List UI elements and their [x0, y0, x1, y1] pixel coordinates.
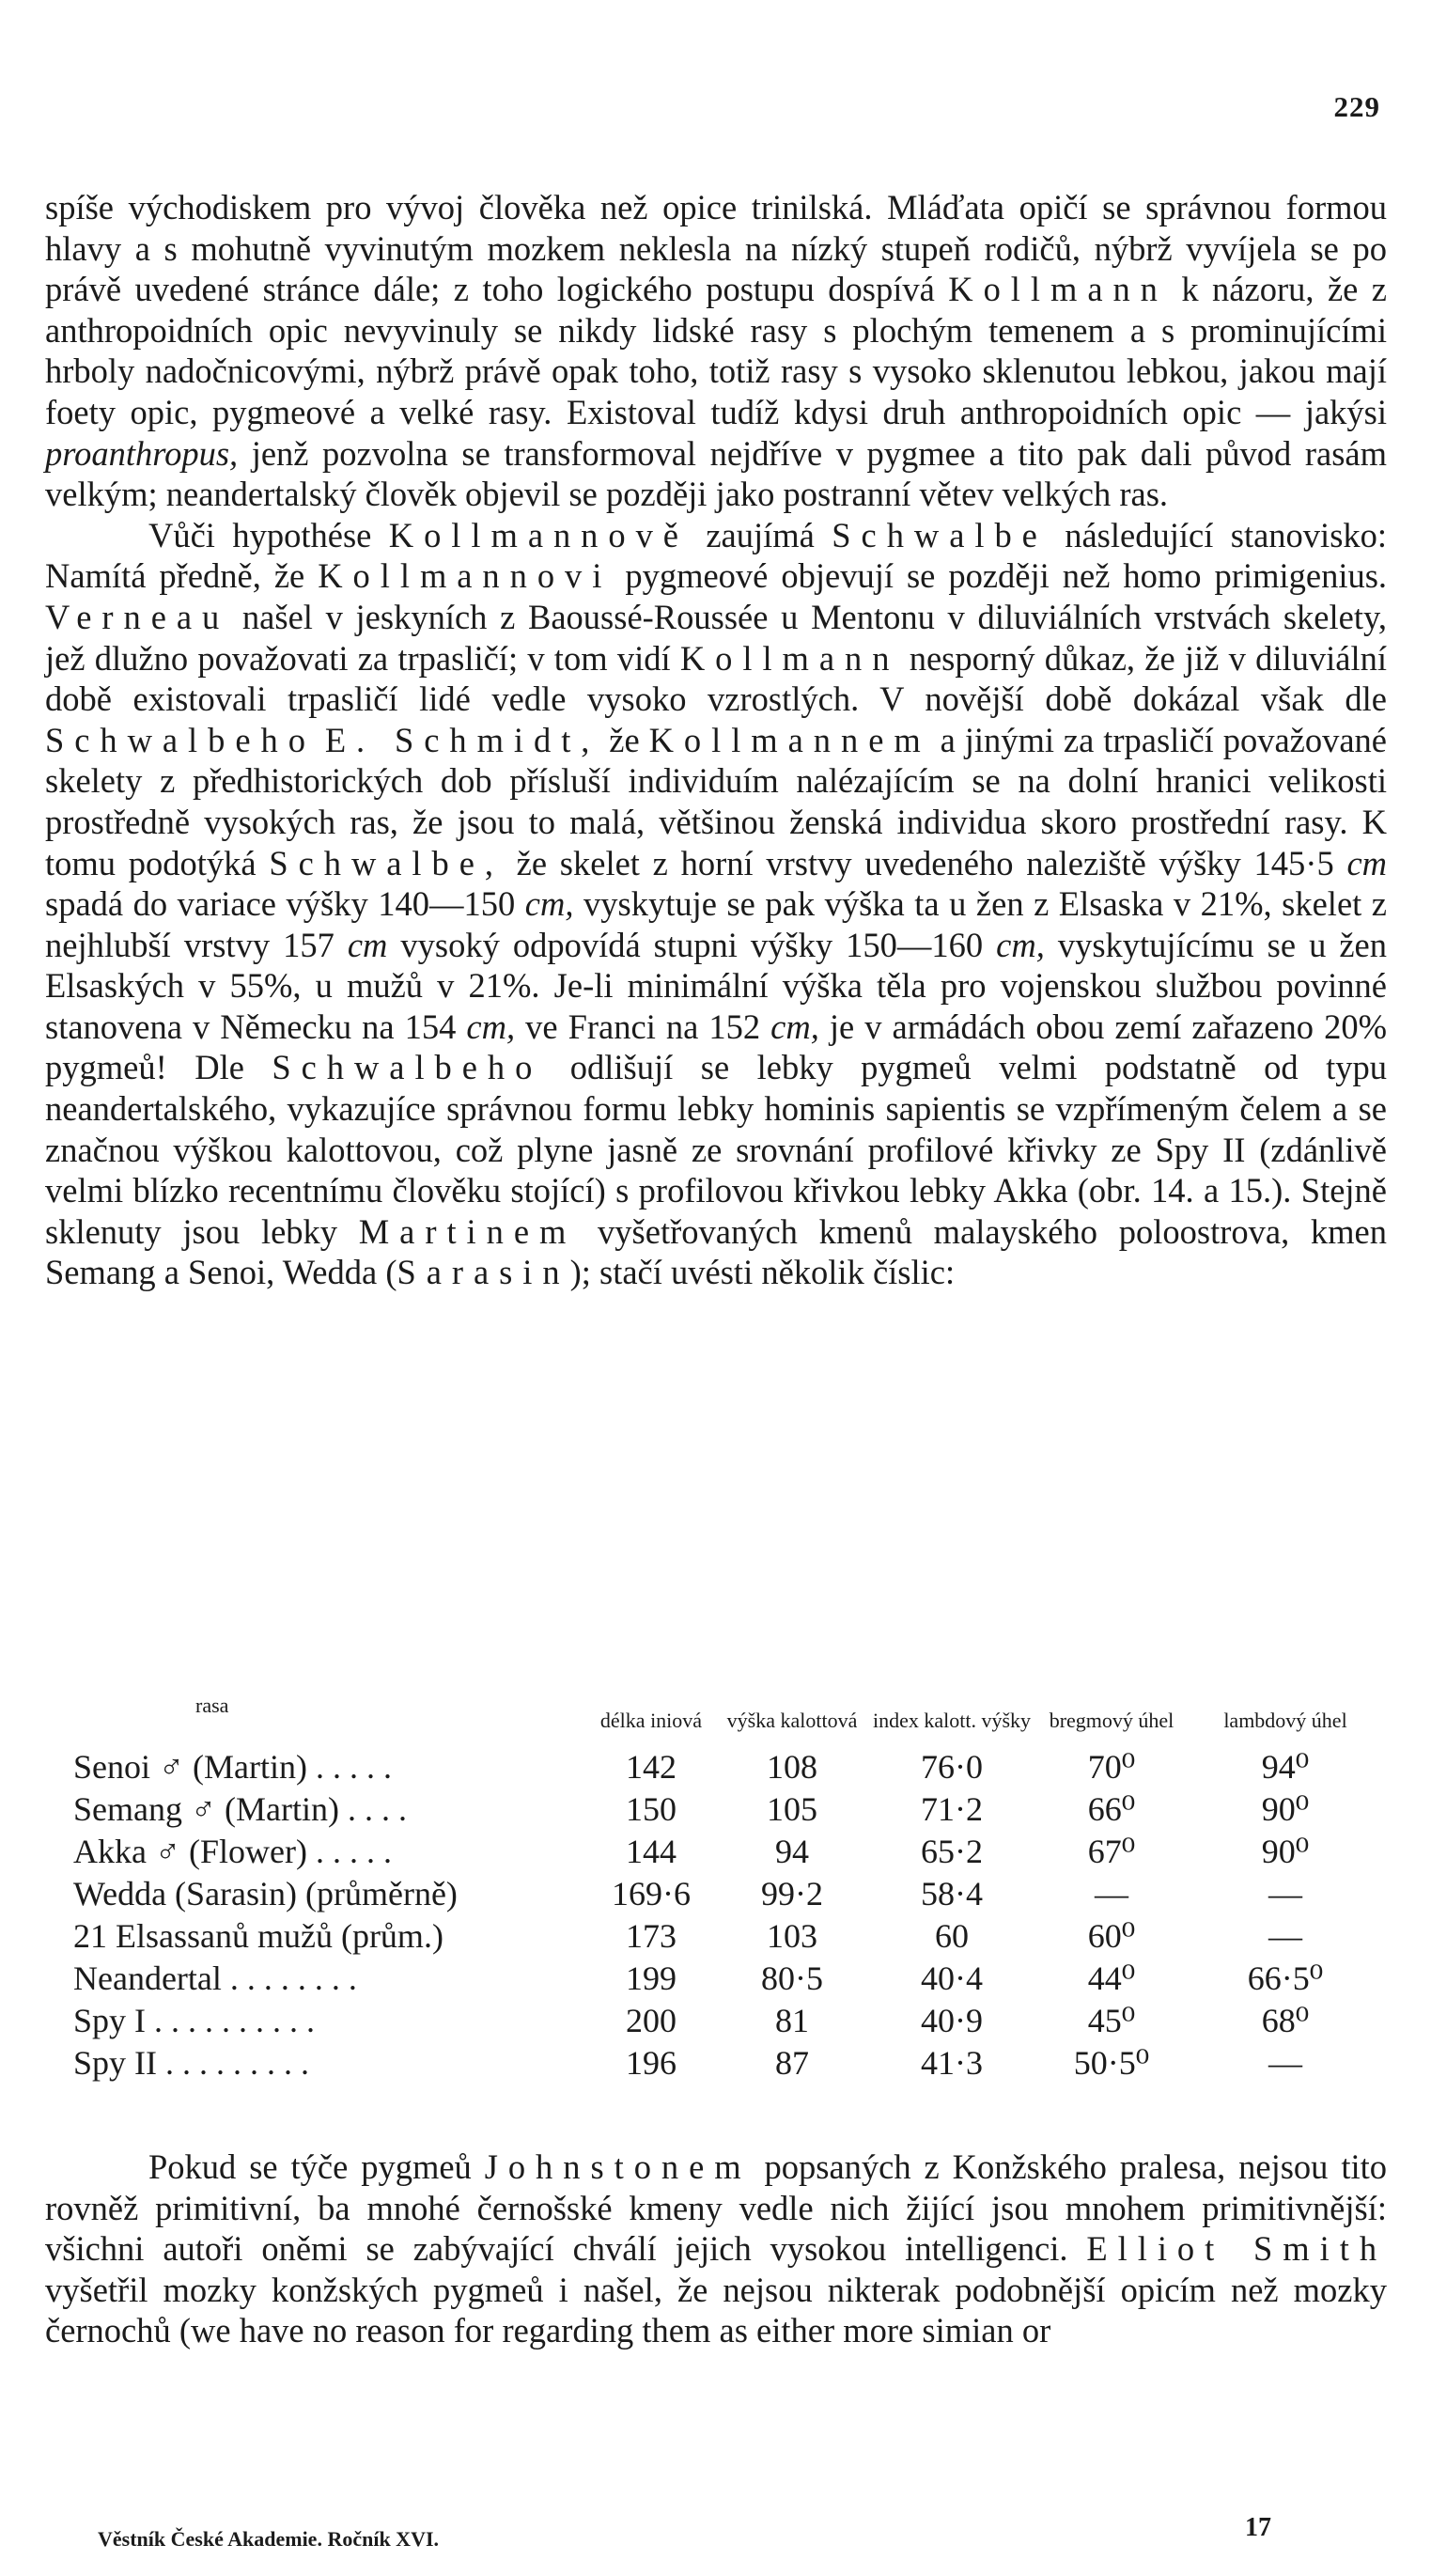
- journal-footer: Věstník České Akademie. Ročník XVI.: [98, 2527, 440, 2551]
- table-row: [73, 1831, 1389, 1873]
- table-cell: Wedda (Sarasin) (průměrně): [73, 1875, 458, 1912]
- table-cell: 44⁰: [1087, 1959, 1136, 1997]
- table-cell: —: [1095, 1875, 1128, 1912]
- table-cell: Spy I . . . . . . . . . .: [73, 2002, 316, 2039]
- table-header: bregmový úhel: [1049, 1709, 1174, 1732]
- table-cell: 142: [626, 1748, 677, 1786]
- table-cell: 45⁰: [1087, 2002, 1136, 2039]
- signature-mark: 17: [1245, 2513, 1271, 2542]
- table-cell: 60: [935, 1917, 969, 1955]
- paragraph-johnston-pygmies: Pokud se týče pygmeů Johnstonem popsaných z Konžského pralesa, nejsou tito rovněž primitivní, ba mnohé černošské kmeny vedle nich žijící jsou mnohem primitivnější: všichni autoři oněmi se zabývající chválí jejich vysokou intelligenci. Elliot Smith vyšetřil mozky konžských pygmeů i našel, že nejsou nikterak podobnější opicím než mozky černochů (we have no reason for regarding them as either more simian or: [45, 2147, 1388, 2350]
- table-cell: 66·5⁰: [1247, 1959, 1324, 1997]
- paragraph-block-3: [45, 2147, 1387, 2351]
- table-cell: —: [1268, 2044, 1302, 2082]
- table-row: [73, 1958, 1389, 2000]
- table-row: [73, 2042, 1389, 2084]
- table-row: [73, 1915, 1389, 1958]
- table-cell: 144: [626, 1833, 677, 1870]
- table-cell: 199: [626, 1959, 677, 1997]
- table-header: lambdový úhel: [1223, 1709, 1347, 1732]
- paragraph-block-1: [45, 187, 1387, 1293]
- table-cell: 68⁰: [1261, 2002, 1310, 2039]
- table-header: index kalott. výšky: [872, 1709, 1032, 1732]
- table-cell: 94: [775, 1833, 809, 1870]
- table-cell: 76·0: [921, 1748, 983, 1786]
- table-cell: 150: [626, 1790, 677, 1828]
- table-cell: Senoi ♂ (Martin) . . . . .: [73, 1748, 392, 1786]
- table-cell: 21 Elsassanů mužů (prům.): [73, 1917, 443, 1955]
- table-cell: Neandertal . . . . . . . .: [73, 1959, 357, 1997]
- table-cell: 40·4: [921, 1959, 983, 1997]
- table-cell: 105: [767, 1790, 817, 1828]
- table-cell: 99·2: [761, 1875, 823, 1912]
- skull-measurements-table: [73, 1692, 1389, 2084]
- table-cell: 90⁰: [1261, 1833, 1310, 1870]
- table-cell: 200: [626, 2002, 677, 2039]
- table-cell: 71·2: [921, 1790, 983, 1828]
- table-cell: 173: [626, 1917, 677, 1955]
- table-cell: 50·5⁰: [1073, 2044, 1150, 2082]
- paragraph-schwalbe-response: Vůči hypothése Kollmannově zaujímá Schwalbe následující stanovisko: Namítá předně, že Kollmannovi pygmeové objevují se později než homo primigenius. Verneau našel v jeskyních z Baoussé-Roussée u Mentonu v diluviálních vrstvách skelety, jež dlužno považovati za trpasličí; v tom vidí Kollmann nesporný důkaz, že již v diluviální době existovali trpasličí lidé vedle vysoko vzrostlých. V novější době dokázal však dle Schwalbeho E. Schmidt, že Kollmannem a jinými za trpasličí považované skelety z předhistorických dob přísluší individuím nalézajícím se na dolní hranici velikosti prostředně vysokých ras, že jsou to malá, většinou ženská individua skoro prostřední rasy. K tomu podotýká Schwalbe, že skelet z horní vrstvy uvedeného naleziště výšky 145·5 cm spadá do variace výšky 140—150 cm, vyskytuje se pak výška ta u žen z Elsaska v 21%, skelet z nejhlubší vrstvy 157 cm vysoký odpovídá stupni výšky 150—160 cm, vyskytujícímu se u žen Elsaských v 55%, u mužů v 21%. Je-li minimální výška těla pro vojenskou službou povinné stanovena v Německu na 154 cm, ve Franci na 152 cm, je v armádách obou zemí zařazeno 20% pygmeů! Dle Schwalbeho odlišují se lebky pygmeů velmi podstatně od typu neandertalského, vykazujíce správnou formu lebky hominis sapientis se vzpřímeným čelem a se značnou výškou kalottovou, což plyne jasně ze srovnání profilové křivky ze Spy II (zdánlivě velmi blízko recentnímu člověku stojící) s profilovou křivkou lebky Akka (obr. 14. a 15.). Stejně sklenuty jsou lebky Martinem vyšetřovaných kmenů malayského poloostrova, kmen Semang a Senoi, Wedda (Sarasin); stačí uvésti několik číslic:: [45, 515, 1388, 1292]
- table-cell: Akka ♂ (Flower) . . . . .: [73, 1833, 392, 1870]
- table-cell: 196: [626, 2044, 677, 2082]
- table-cell: 103: [767, 1917, 817, 1955]
- table-cell: —: [1268, 1917, 1302, 1955]
- table-header-row: [73, 1692, 1389, 1746]
- table-cell: 108: [767, 1748, 817, 1786]
- table-cell: —: [1268, 1875, 1302, 1912]
- table-cell: 70⁰: [1087, 1748, 1136, 1786]
- table-cell: 87: [775, 2044, 809, 2082]
- table-header: délka iniová: [599, 1709, 703, 1732]
- table-header: výška kalottová: [726, 1709, 858, 1732]
- page-number: 229: [1333, 90, 1380, 123]
- table-cell: Spy II . . . . . . . . .: [73, 2044, 309, 2082]
- table-cell: 66⁰: [1087, 1790, 1136, 1828]
- table-cell: 94⁰: [1261, 1748, 1310, 1786]
- table-cell: 60⁰: [1087, 1917, 1136, 1955]
- table-cell: 90⁰: [1261, 1790, 1310, 1828]
- table-cell: 169·6: [612, 1875, 691, 1912]
- table-row: [73, 1746, 1389, 1788]
- table-row: [73, 1873, 1389, 1915]
- table-cell: 58·4: [921, 1875, 983, 1912]
- table-header: rasa: [195, 1694, 229, 1717]
- table-cell: Semang ♂ (Martin) . . . .: [73, 1790, 407, 1828]
- paragraph-kollmann-theory: spíše východiskem pro vývoj člověka než opice trinilská. Mláďata opičí se správnou formou hlavy a s mohutně vyvinutým mozkem neklesla na nízký stupeň rodičů, nýbrž vyvíjela se po právě uvedené stránce dále; z toho logického postupu dospívá Kollmann k názoru, že z anthropoidních opic nevyvinuly se nikdy lidské rasy s plochým temenem a s prominujícími hrboly nadočnicovými, nýbrž právě opak toho, totiž rasy s vysoko sklenutou lebkou, jakou mají foety opic, pygmeové a velké rasy. Existoval tudíž kdysi druh anthropoidních opic — jakýsi proanthropus, jenž pozvolna se transformoval nejdříve v pygmee a tito pak dali původ rasám velkým; neandertalský člověk objevil se později jako postranní větev velkých ras.: [45, 188, 1388, 514]
- table-cell: 41·3: [921, 2044, 983, 2082]
- table-cell: 67⁰: [1087, 1833, 1136, 1870]
- table-row: [73, 2000, 1389, 2042]
- table-cell: 81: [775, 2002, 809, 2039]
- table-cell: 80·5: [761, 1959, 823, 1997]
- table-cell: 65·2: [921, 1833, 983, 1870]
- table-cell: 40·9: [921, 2002, 983, 2039]
- table-row: [73, 1788, 1389, 1831]
